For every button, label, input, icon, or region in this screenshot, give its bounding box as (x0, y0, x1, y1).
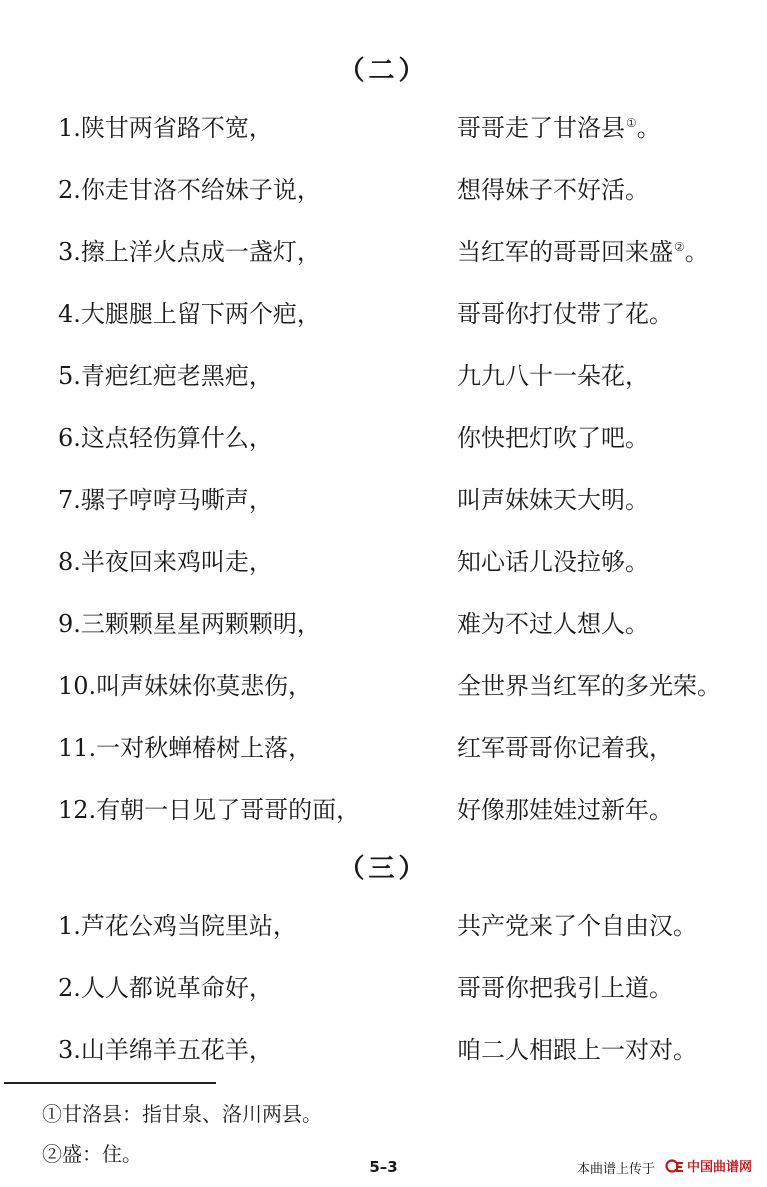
cq-logo-icon (665, 1159, 685, 1173)
lyric-row (0, 728, 767, 768)
lyric-left: 12.有朝一日见了哥哥的面， (58, 796, 361, 824)
footnote-2: ②盛：住。 (42, 1142, 142, 1166)
upload-note: 本曲谱上传于 (577, 1162, 656, 1177)
footnote-1: ①甘洛县：指甘泉、洛川两县。 (42, 1102, 322, 1126)
lyric-left: 5.青疤红疤老黑疤， (58, 362, 273, 390)
lyric-right: 哥哥你打仗带了花。 (457, 300, 673, 328)
lyric-left: 4.大腿腿上留下两个疤， (58, 300, 321, 328)
lyric-row (0, 108, 767, 148)
lyric-left: 1.芦花公鸡当院里站， (58, 912, 297, 940)
footnote-ref: ② (674, 240, 685, 254)
lyric-row (0, 604, 767, 644)
lyric-left: 9.三颗颗星星两颗颗明， (58, 610, 321, 638)
lyric-right: 难为不过人想人。 (457, 610, 649, 638)
lyric-right: 当红军的哥哥回来盛②。 (457, 238, 709, 266)
lyric-right: 九九八十一朵花， (457, 362, 649, 390)
lyric-left: 7.骡子哼哼马嘶声， (58, 486, 273, 514)
lyric-left: 11.一对秋蝉椿树上落， (58, 734, 313, 762)
lyric-right: 叫声妹妹天大明。 (457, 486, 649, 514)
lyric-left: 3.擦上洋火点成一盏灯， (58, 238, 321, 266)
lyric-right: 咱二人相跟上一对对。 (457, 1036, 697, 1064)
section-title-2: （二） (338, 56, 429, 86)
lyric-row (0, 480, 767, 520)
lyric-right: 知心话儿没拉够。 (457, 548, 649, 576)
lyric-row (0, 232, 767, 272)
lyric-row (0, 418, 767, 458)
lyric-right: 想得妹子不好活。 (457, 176, 649, 204)
lyric-row (0, 906, 767, 946)
lyric-row (0, 666, 767, 706)
lyric-left: 1.陕甘两省路不宽， (58, 114, 273, 142)
footnote-divider (4, 1082, 216, 1084)
lyric-row (0, 356, 767, 396)
lyric-right: 共产党来了个自由汉。 (457, 912, 697, 940)
lyric-right: 哥哥走了甘洛县①。 (457, 114, 661, 142)
lyric-right: 红军哥哥你记着我， (457, 734, 673, 762)
section-title-3: （三） (338, 854, 429, 884)
lyric-left: 6.这点轻伤算什么， (58, 424, 273, 452)
lyric-right: 好像那娃娃过新年。 (457, 796, 673, 824)
lyric-row (0, 170, 767, 210)
lyric-left: 10.叫声妹妹你莫悲伤， (58, 672, 313, 700)
lyric-right: 全世界当红军的多光荣。 (457, 672, 721, 700)
site-logo[interactable] (665, 1156, 752, 1178)
lyric-row (0, 1030, 767, 1070)
page-number: 5–3 (369, 1158, 398, 1176)
lyric-left: 3.山羊绵羊五花羊， (58, 1036, 273, 1064)
lyric-right: 哥哥你把我引上道。 (457, 974, 673, 1002)
footnote-ref: ① (626, 116, 637, 130)
lyric-row (0, 542, 767, 582)
lyric-left: 8.半夜回来鸡叫走， (58, 548, 273, 576)
lyric-row (0, 968, 767, 1008)
lyric-left: 2.你走甘洛不给妹子说， (58, 176, 321, 204)
lyric-row (0, 294, 767, 334)
lyric-row (0, 790, 767, 830)
lyric-right: 你快把灯吹了吧。 (457, 424, 649, 452)
lyric-left: 2.人人都说革命好， (58, 974, 273, 1002)
logo-text: 中国曲谱网 (687, 1160, 753, 1175)
